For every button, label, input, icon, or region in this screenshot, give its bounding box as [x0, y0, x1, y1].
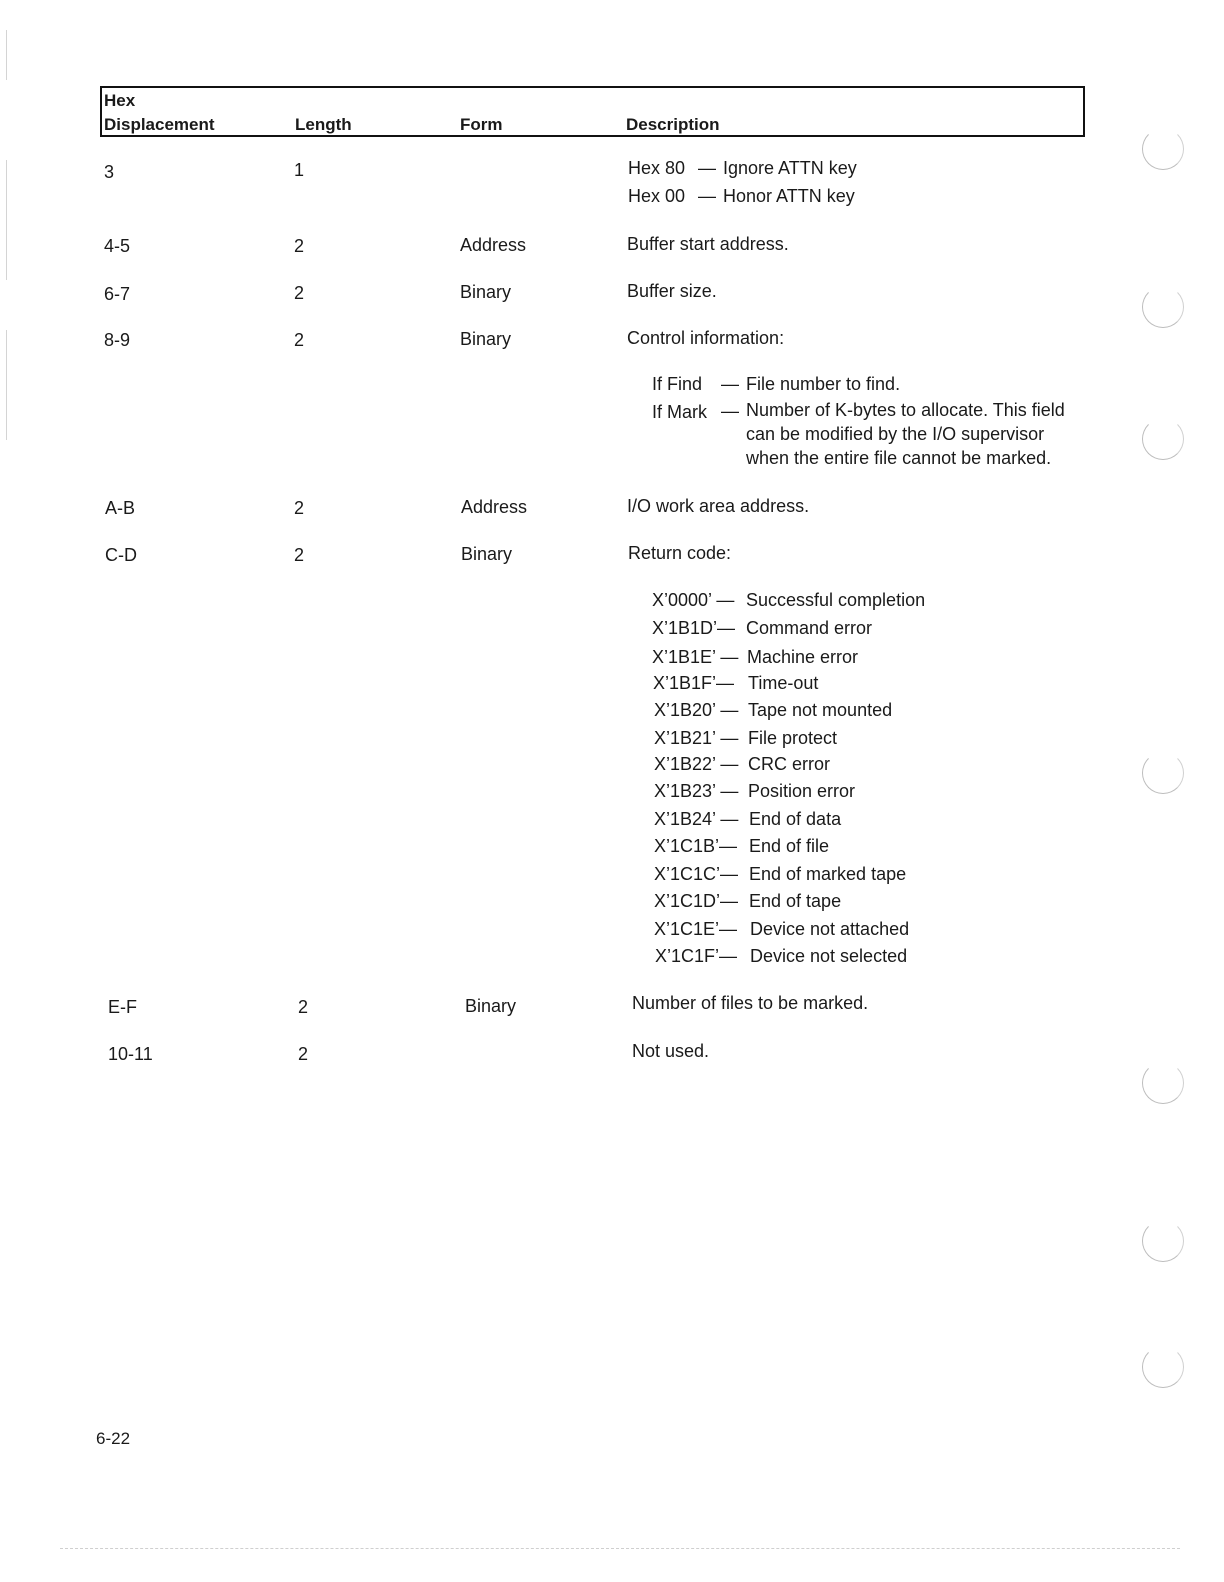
return-code: X’0000’ — — [652, 590, 735, 610]
binder-hole-mark — [1142, 752, 1184, 794]
row-displacement: A-B — [105, 498, 136, 518]
return-code: X’1B1F’— — [653, 673, 735, 693]
row-length: 2 — [294, 545, 305, 565]
table-header-box — [100, 86, 1085, 137]
find-label: If Find — [652, 374, 703, 394]
binder-hole-mark — [1142, 1220, 1184, 1262]
row-displacement: 3 — [104, 162, 115, 182]
return-code-meaning: End of marked tape — [749, 864, 907, 884]
attn-dash: — — [698, 186, 716, 206]
row-length: 2 — [294, 236, 305, 256]
mark-text-line: can be modified by the I/O supervisor — [746, 424, 1045, 444]
attn-code: Hex 80 — [628, 158, 686, 178]
row-description: Buffer start address. — [627, 234, 789, 254]
return-code-meaning: Tape not mounted — [748, 700, 893, 720]
return-code-meaning: Time-out — [748, 673, 819, 693]
return-code: X’1B24’ — — [654, 809, 739, 829]
row-length: 2 — [298, 1044, 309, 1064]
binder-hole-mark — [1142, 1062, 1184, 1104]
row-description: Return code: — [628, 543, 732, 563]
header-form: Form — [460, 115, 503, 134]
attn-text: Honor ATTN key — [723, 186, 855, 206]
mark-text-line: Number of K-bytes to allocate. This field — [746, 400, 1065, 420]
find-dash: — — [721, 374, 739, 394]
mark-dash: — — [721, 401, 739, 421]
row-description: I/O work area address. — [627, 496, 810, 516]
return-code-meaning: Machine error — [747, 647, 859, 667]
binder-hole-mark — [1142, 286, 1184, 328]
row-form: Binary — [461, 544, 513, 564]
scan-edge-mark — [6, 30, 7, 80]
return-code: X’1C1F’— — [655, 946, 738, 966]
return-code: X’1C1E’— — [654, 919, 738, 939]
return-code: X’1B23’ — — [654, 781, 739, 801]
return-code-meaning: CRC error — [748, 754, 831, 774]
row-description: Buffer size. — [627, 281, 717, 301]
row-length: 2 — [294, 283, 305, 303]
find-text: File number to find. — [746, 374, 901, 394]
attn-text: Ignore ATTN key — [723, 158, 857, 178]
row-form: Address — [461, 497, 528, 517]
return-code: X’1C1D’— — [654, 891, 739, 911]
row-displacement: 4-5 — [104, 236, 131, 256]
return-code-meaning: Successful completion — [746, 590, 926, 610]
binder-hole-mark — [1142, 418, 1184, 460]
row-description: Number of files to be marked. — [632, 993, 869, 1013]
return-code-meaning: End of tape — [749, 891, 842, 911]
header-hex: Hex — [104, 91, 136, 110]
return-code: X’1B21’ — — [654, 728, 739, 748]
return-code-meaning: Position error — [748, 781, 856, 801]
scan-edge-mark — [6, 330, 7, 440]
attn-code: Hex 00 — [628, 186, 686, 206]
scan-edge-mark — [6, 160, 7, 280]
row-displacement: E-F — [108, 997, 137, 1017]
header-length: Length — [295, 115, 352, 134]
scan-bottom-edge — [60, 1548, 1180, 1549]
return-code: X’1B22’ — — [654, 754, 739, 774]
row-length: 2 — [294, 330, 305, 350]
row-displacement: 6-7 — [104, 284, 131, 304]
return-code: X’1C1B’— — [654, 836, 738, 856]
row-form: Binary — [460, 329, 512, 349]
return-code: X’1C1C’— — [654, 864, 739, 884]
return-code-meaning: Command error — [746, 618, 873, 638]
return-code-meaning: End of data — [749, 809, 842, 829]
return-code-meaning: File protect — [748, 728, 838, 748]
return-code: X’1B1D’— — [652, 618, 736, 638]
row-description: Control information: — [627, 328, 785, 348]
row-displacement: 8-9 — [104, 330, 131, 350]
return-code: X’1B20’ — — [654, 700, 739, 720]
return-code: X’1B1E’ — — [652, 647, 739, 667]
page-number: 6-22 — [96, 1429, 131, 1448]
header-displacement: Displacement — [104, 115, 215, 134]
row-length: 2 — [298, 997, 309, 1017]
row-form: Binary — [465, 996, 517, 1016]
row-displacement: 10-11 — [108, 1044, 153, 1064]
mark-text-line: when the entire file cannot be marked. — [746, 448, 1052, 468]
binder-hole-mark — [1142, 128, 1184, 170]
return-code-meaning: Device not selected — [750, 946, 908, 966]
row-form: Address — [460, 235, 527, 255]
binder-hole-mark — [1142, 1346, 1184, 1388]
return-code-meaning: Device not attached — [750, 919, 910, 939]
mark-label: If Mark — [652, 402, 708, 422]
row-description: Not used. — [632, 1041, 710, 1061]
attn-dash: — — [698, 158, 716, 178]
row-length: 1 — [294, 160, 305, 180]
header-description: Description — [626, 115, 720, 134]
row-displacement: C-D — [105, 545, 137, 565]
return-code-meaning: End of file — [749, 836, 830, 856]
row-form: Binary — [460, 282, 512, 302]
row-length: 2 — [294, 498, 305, 518]
